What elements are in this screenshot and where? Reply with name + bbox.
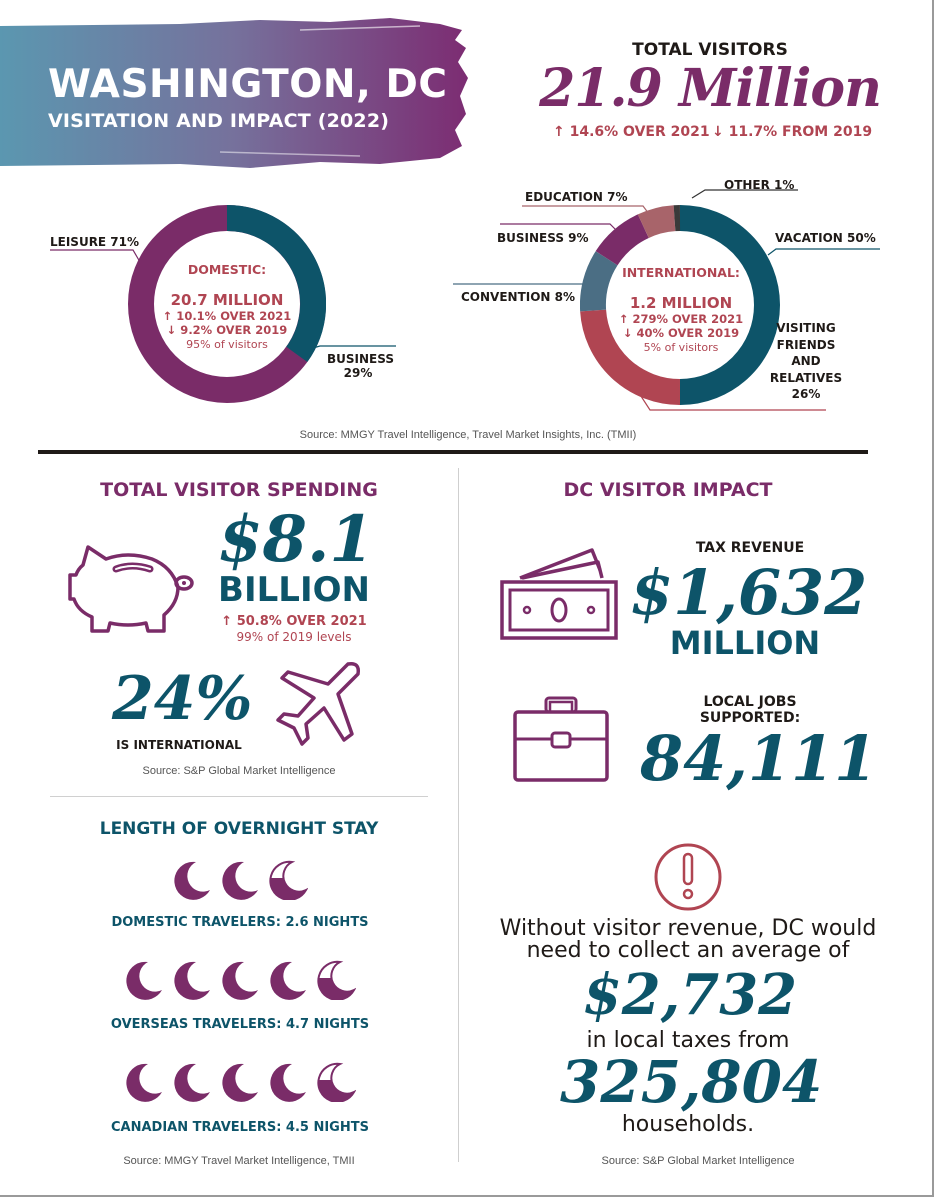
international-spending-label: IS INTERNATIONAL [116, 738, 242, 752]
alert-icon [653, 842, 723, 912]
jobs-label-line-1: LOCAL JOBS [703, 694, 797, 710]
impact-text-2: need to collect an average of [526, 938, 850, 963]
page-border [0, 1195, 934, 1197]
domestic-change-2021: ↑ 10.1% OVER 2021 [162, 309, 292, 323]
spending-source: Source: S&P Global Market Intelligence [142, 765, 336, 777]
international-change-2021: ↑ 279% OVER 2021 [618, 312, 744, 326]
total-visitors-change-2019: ↓ 11.7% FROM 2019 [712, 124, 873, 140]
intl-education-segment [643, 218, 674, 226]
domestic-leisure-label: LEISURE 71% [50, 235, 140, 249]
stay-overseas-label: OVERSEAS TRAVELERS: 4.7 NIGHTS [110, 1017, 370, 1032]
stay-canadian-label: CANADIAN TRAVELERS: 4.5 NIGHTS [111, 1120, 369, 1135]
partial-moon-icon [268, 860, 308, 900]
households-value: 325,804 [560, 1048, 823, 1116]
stay-domestic-label: DOMESTIC TRAVELERS: 2.6 NIGHTS [111, 915, 369, 930]
intl-vfr-label [766, 320, 846, 403]
spending-change: ↑ 50.8% OVER 2021 [221, 614, 367, 629]
page-subtitle: VISITATION AND IMPACT (2022) [48, 110, 390, 132]
average-tax-value: $2,732 [582, 962, 798, 1028]
moon-icon [124, 960, 164, 1000]
impact-title: DC VISITOR IMPACT [563, 479, 773, 501]
jobs-label-line-2: SUPPORTED: [699, 710, 801, 726]
intl-vfr-label-line-3: AND [791, 354, 821, 368]
intl-education-label: EDUCATION 7% [525, 190, 628, 204]
briefcase-icon [512, 695, 612, 785]
left-column-divider [50, 796, 428, 797]
stay-title: LENGTH OF OVERNIGHT STAY [99, 819, 379, 839]
partial-moon-icon [316, 960, 356, 1000]
moon-icon [172, 860, 212, 900]
total-visitors-change-2021: ↑ 14.6% OVER 2021 [553, 124, 710, 140]
domestic-value: 20.7 MILLION [170, 291, 284, 309]
domestic-business-label-pct: 29% [343, 366, 373, 380]
impact-text-3: in local taxes from [586, 1028, 790, 1053]
domestic-business-label [327, 352, 394, 380]
moon-icon [268, 960, 308, 1000]
column-divider [458, 468, 459, 1162]
total-visitors-label: TOTAL VISITORS [632, 40, 788, 60]
impact-text-1: Without visitor revenue, DC would [499, 916, 877, 941]
international-share: 5% of visitors [643, 341, 719, 354]
spending-note: 99% of 2019 levels [236, 630, 352, 644]
stay-source: Source: MMGY Travel Market Intelligence, TMII [123, 1155, 355, 1167]
spending-unit: BILLION [218, 570, 370, 610]
domestic-moons [60, 860, 420, 900]
tax-revenue-value: $1,632 [630, 556, 868, 629]
intl-business-label: BUSINESS 9% [497, 231, 589, 245]
moon-icon [220, 860, 260, 900]
section-divider [38, 450, 868, 454]
intl-vfr-label-line-1: VISITING [776, 321, 836, 335]
piggy-bank-icon [68, 537, 198, 637]
moon-icon [172, 960, 212, 1000]
intl-vfr-label-line-2: FRIENDS [776, 337, 836, 352]
page-border [932, 0, 934, 1196]
domestic-head: DOMESTIC: [187, 262, 267, 277]
moon-icon [172, 1062, 212, 1102]
intl-convention-label: CONVENTION 8% [461, 290, 576, 304]
international-value: 1.2 MILLION [629, 294, 733, 312]
moon-icon [220, 960, 260, 1000]
overseas-moons [60, 960, 420, 1000]
impact-source: Source: S&P Global Market Intelligence [601, 1155, 795, 1167]
domestic-share: 95% of visitors [186, 338, 268, 351]
international-change-2019: ↓ 40% OVER 2019 [622, 326, 740, 340]
intl-convention-segment [593, 258, 607, 310]
domestic-change-2019: ↓ 9.2% OVER 2019 [166, 323, 288, 337]
impact-text-4: households. [621, 1112, 755, 1137]
international-spending-share: 24% [112, 664, 253, 734]
intl-business-segment [607, 226, 644, 258]
spending-title: TOTAL VISITOR SPENDING [100, 479, 378, 501]
total-visitors-value: 21.9 Million [539, 58, 881, 119]
partial-moon-icon [316, 1062, 356, 1102]
airplane-icon [268, 660, 364, 750]
moon-icon [220, 1062, 260, 1102]
international-center [612, 265, 750, 356]
moon-icon [124, 1062, 164, 1102]
spending-value: $8.1 [218, 502, 374, 577]
intl-vfr-label-line-5: 26% [791, 387, 821, 401]
jobs-value: 84,111 [640, 722, 878, 795]
source-top: Source: MMGY Travel Intelligence, Travel Market Insights, Inc. (TMII) [299, 429, 637, 441]
international-head: INTERNATIONAL: [622, 265, 740, 280]
cash-icon [500, 548, 620, 640]
canadian-moons [60, 1062, 420, 1102]
intl-vacation-label: VACATION 50% [775, 231, 876, 245]
domestic-business-label-line: BUSINESS [327, 352, 394, 366]
page-title: WASHINGTON, DC [48, 62, 448, 107]
tax-revenue-label: TAX REVENUE [695, 540, 805, 556]
intl-other-label: OTHER 1% [724, 178, 795, 192]
intl-vfr-label-line-4: RELATIVES [769, 370, 843, 385]
tax-revenue-unit: MILLION [669, 624, 821, 662]
moon-icon [268, 1062, 308, 1102]
